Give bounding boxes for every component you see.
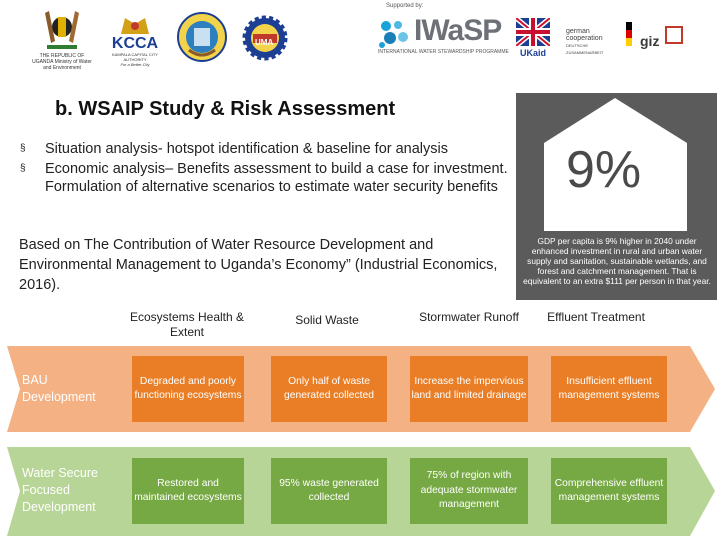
cell-ws-stormwater: 75% of region with adequate stormwater management — [410, 458, 528, 524]
column-header-effluent: Effluent Treatment — [547, 310, 645, 324]
ukaid-label: UKaid — [520, 48, 547, 58]
cell-bau-solid-waste: Only half of waste generated collected — [271, 356, 387, 422]
iwasp-subtitle: INTERNATIONAL WATER STEWARDSHIP PROGRAMME — [378, 49, 509, 55]
column-header-solid-waste: Solid Waste — [295, 313, 359, 327]
supported-by-label: Supported by: — [386, 3, 424, 9]
column-header-stormwater: Stormwater Runoff — [419, 310, 519, 324]
german-cooperation-name: german cooperation — [566, 28, 603, 42]
cell-bau-effluent: Insufficient effluent management systems — [551, 356, 667, 422]
bullet-text: Economic analysis– Benefits assessment to build a case for investment. Formulation of alternative scenarios to estimate water security benefits — [45, 161, 508, 195]
kcca-sub: KAMPALA CAPITAL CITY AUTHORITY — [112, 51, 158, 62]
source-paragraph: Based on The Contribution of Water Resource Development and Environmental Management to Uganda’s Economy” (Industrial Economics, 2016). — [19, 237, 498, 293]
slide-title: b. WSAIP Study & Risk Assessment — [55, 98, 396, 120]
row-label-bau: BAU Development — [22, 373, 96, 404]
percent-value: 9% — [566, 141, 642, 199]
kcca-name: KCCA — [111, 34, 159, 52]
cell-ws-effluent: Comprehensive effluent management systems — [551, 458, 667, 524]
cell-ws-ecosystems: Restored and maintained ecosystems — [132, 458, 244, 524]
giz-label: giz — [640, 33, 660, 49]
kcca-tagline: For a Better City — [120, 61, 150, 67]
bullet-marker: § — [20, 163, 26, 174]
cell-bau-stormwater: Increase the impervious land and limited drainage — [410, 356, 528, 422]
bullet-marker: § — [20, 143, 26, 154]
bullet-text: Situation analysis- hotspot identification & baseline for analysis — [45, 141, 449, 157]
uma-name: UMA — [255, 38, 274, 47]
uganda-logo-text: THE REPUBLIC OF UGANDA Ministry of Water and Environment — [32, 53, 92, 71]
row-label-water-secure: Water Secure Focused Development — [22, 466, 98, 514]
cell-ws-solid-waste: 95% waste generated collected — [271, 458, 387, 524]
iwasp-title: IWaSP — [414, 14, 502, 47]
cell-bau-ecosystems: Degraded and poorly functioning ecosystems — [132, 356, 244, 422]
column-header-ecosystems: Ecosystems Health & Extent — [129, 310, 245, 339]
panel-caption: GDP per capita is 9% higher in 2040 under enhanced investment in rural and urban water supply and sanitation, sustainable wetlands, and forest and catchment management. That is equivalent to an extra $111 per person in that year. — [523, 236, 711, 286]
german-cooperation-sub: DEUTSCHE ZUSAMMENARBEIT — [566, 43, 604, 55]
